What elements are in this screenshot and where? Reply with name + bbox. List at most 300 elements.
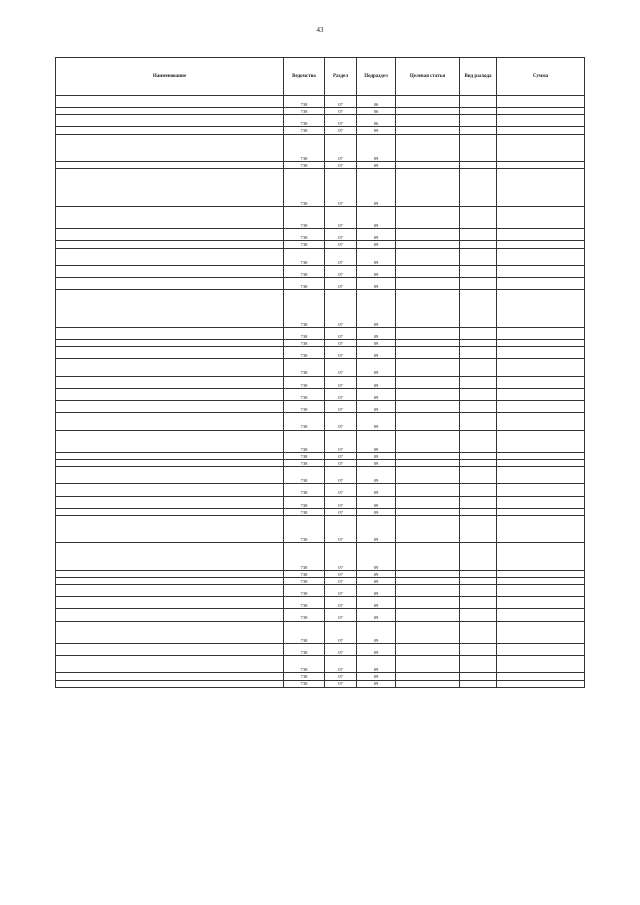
cell-dept: 738	[284, 359, 325, 376]
cell-dept: 738	[284, 621, 325, 643]
cell-subsection: 09	[357, 452, 396, 459]
cell-dept: 738	[284, 162, 325, 169]
cell-name	[56, 340, 284, 347]
cell-sum	[497, 327, 585, 339]
cell-name	[56, 108, 284, 115]
cell-dept: 738	[284, 577, 325, 584]
cell-dept: 738	[284, 401, 325, 413]
cell-sum	[497, 452, 585, 459]
cell-name	[56, 577, 284, 584]
cell-sum	[497, 388, 585, 400]
cell-section: 07	[325, 340, 357, 347]
cell-dept: 738	[284, 643, 325, 655]
cell-exp-type	[460, 673, 497, 680]
cell-exp-type	[460, 597, 497, 609]
cell-dept: 738	[284, 229, 325, 241]
cell-sum	[497, 585, 585, 597]
cell-section: 07	[325, 265, 357, 277]
cell-name	[56, 127, 284, 134]
table-row	[56, 108, 585, 115]
table-row	[56, 162, 585, 169]
cell-exp-type	[460, 241, 497, 248]
cell-dept: 738	[284, 265, 325, 277]
cell-subsection: 09	[357, 327, 396, 339]
cell-name	[56, 162, 284, 169]
table-row	[56, 585, 585, 597]
cell-section: 07	[325, 467, 357, 484]
cell-section: 07	[325, 585, 357, 597]
cell-dept: 738	[284, 656, 325, 673]
table-row	[56, 241, 585, 248]
cell-target	[396, 265, 460, 277]
cell-exp-type	[460, 452, 497, 459]
cell-sum	[497, 680, 585, 687]
cell-sum	[497, 340, 585, 347]
header-section: Раздел	[325, 58, 357, 96]
cell-dept: 738	[284, 673, 325, 680]
cell-dept: 738	[284, 115, 325, 127]
table-row	[56, 401, 585, 413]
cell-subsection: 09	[357, 241, 396, 248]
cell-target	[396, 543, 460, 571]
cell-subsection: 09	[357, 621, 396, 643]
header-exp-type: Вид расхода	[460, 58, 497, 96]
cell-sum	[497, 169, 585, 207]
table-row	[56, 543, 585, 571]
cell-target	[396, 452, 460, 459]
cell-subsection: 09	[357, 127, 396, 134]
cell-section: 07	[325, 459, 357, 466]
table-row	[56, 496, 585, 508]
cell-dept: 738	[284, 413, 325, 430]
cell-exp-type	[460, 376, 497, 388]
cell-name	[56, 585, 284, 597]
cell-section: 07	[325, 96, 357, 108]
cell-subsection: 09	[357, 134, 396, 162]
cell-section: 07	[325, 430, 357, 452]
cell-dept: 738	[284, 585, 325, 597]
cell-subsection: 09	[357, 169, 396, 207]
cell-exp-type	[460, 401, 497, 413]
cell-name	[56, 388, 284, 400]
cell-target	[396, 241, 460, 248]
cell-target	[396, 229, 460, 241]
cell-exp-type	[460, 388, 497, 400]
cell-dept: 738	[284, 376, 325, 388]
cell-sum	[497, 484, 585, 496]
cell-dept: 738	[284, 467, 325, 484]
cell-subsection: 09	[357, 597, 396, 609]
cell-target	[396, 115, 460, 127]
cell-section: 07	[325, 134, 357, 162]
cell-subsection: 09	[357, 656, 396, 673]
cell-name	[56, 401, 284, 413]
cell-exp-type	[460, 680, 497, 687]
cell-section: 07	[325, 162, 357, 169]
cell-dept: 738	[284, 169, 325, 207]
cell-exp-type	[460, 229, 497, 241]
cell-name	[56, 430, 284, 452]
cell-sum	[497, 248, 585, 265]
cell-dept: 738	[284, 127, 325, 134]
cell-target	[396, 680, 460, 687]
cell-dept: 738	[284, 609, 325, 621]
cell-name	[56, 169, 284, 207]
cell-subsection: 09	[357, 359, 396, 376]
cell-target	[396, 162, 460, 169]
cell-section: 07	[325, 597, 357, 609]
cell-exp-type	[460, 656, 497, 673]
cell-target	[396, 248, 460, 265]
cell-dept: 738	[284, 570, 325, 577]
cell-dept: 738	[284, 278, 325, 290]
cell-sum	[497, 508, 585, 515]
table-row	[56, 656, 585, 673]
cell-section: 07	[325, 496, 357, 508]
cell-section: 07	[325, 229, 357, 241]
cell-name	[56, 459, 284, 466]
cell-name	[56, 467, 284, 484]
cell-section: 07	[325, 643, 357, 655]
cell-dept: 738	[284, 206, 325, 228]
cell-subsection: 09	[357, 515, 396, 543]
table-row	[56, 570, 585, 577]
cell-section: 07	[325, 347, 357, 359]
cell-exp-type	[460, 115, 497, 127]
cell-name	[56, 359, 284, 376]
table-row	[56, 229, 585, 241]
cell-name	[56, 680, 284, 687]
cell-target	[396, 484, 460, 496]
cell-dept: 738	[284, 290, 325, 328]
table-row	[56, 206, 585, 228]
cell-exp-type	[460, 508, 497, 515]
cell-exp-type	[460, 609, 497, 621]
cell-dept: 738	[284, 347, 325, 359]
cell-name	[56, 278, 284, 290]
cell-name	[56, 206, 284, 228]
cell-section: 07	[325, 327, 357, 339]
table-row	[56, 680, 585, 687]
cell-dept: 738	[284, 108, 325, 115]
cell-subsection: 09	[357, 577, 396, 584]
cell-name	[56, 643, 284, 655]
cell-section: 07	[325, 108, 357, 115]
cell-sum	[497, 570, 585, 577]
cell-name	[56, 265, 284, 277]
table-row	[56, 376, 585, 388]
cell-section: 07	[325, 508, 357, 515]
cell-sum	[497, 162, 585, 169]
cell-target	[396, 359, 460, 376]
cell-exp-type	[460, 459, 497, 466]
cell-target	[396, 621, 460, 643]
cell-subsection: 09	[357, 388, 396, 400]
cell-name	[56, 656, 284, 673]
table-row	[56, 248, 585, 265]
header-subsection: Подраздел	[357, 58, 396, 96]
cell-exp-type	[460, 621, 497, 643]
cell-subsection: 09	[357, 459, 396, 466]
cell-name	[56, 96, 284, 108]
cell-dept: 738	[284, 515, 325, 543]
cell-section: 07	[325, 241, 357, 248]
cell-section: 07	[325, 515, 357, 543]
cell-sum	[497, 430, 585, 452]
cell-target	[396, 206, 460, 228]
header-name: Наименование	[56, 58, 284, 96]
cell-sum	[497, 229, 585, 241]
cell-target	[396, 108, 460, 115]
cell-subsection: 09	[357, 543, 396, 571]
cell-target	[396, 401, 460, 413]
cell-exp-type	[460, 484, 497, 496]
cell-sum	[497, 656, 585, 673]
cell-dept: 738	[284, 508, 325, 515]
cell-section: 07	[325, 673, 357, 680]
cell-target	[396, 290, 460, 328]
cell-target	[396, 515, 460, 543]
cell-section: 07	[325, 388, 357, 400]
table-row	[56, 452, 585, 459]
cell-subsection: 09	[357, 643, 396, 655]
cell-exp-type	[460, 515, 497, 543]
table-row	[56, 278, 585, 290]
cell-target	[396, 327, 460, 339]
cell-exp-type	[460, 413, 497, 430]
table-row	[56, 265, 585, 277]
cell-section: 07	[325, 248, 357, 265]
cell-sum	[497, 115, 585, 127]
table-row	[56, 413, 585, 430]
cell-section: 07	[325, 290, 357, 328]
table-row	[56, 467, 585, 484]
cell-section: 07	[325, 169, 357, 207]
cell-dept: 738	[284, 340, 325, 347]
cell-target	[396, 577, 460, 584]
cell-subsection: 09	[357, 496, 396, 508]
cell-exp-type	[460, 134, 497, 162]
cell-exp-type	[460, 430, 497, 452]
cell-subsection: 09	[357, 508, 396, 515]
cell-exp-type	[460, 467, 497, 484]
cell-section: 07	[325, 413, 357, 430]
cell-subsection: 09	[357, 680, 396, 687]
cell-exp-type	[460, 278, 497, 290]
table-row	[56, 673, 585, 680]
cell-exp-type	[460, 577, 497, 584]
cell-name	[56, 413, 284, 430]
cell-sum	[497, 347, 585, 359]
table-row	[56, 340, 585, 347]
cell-sum	[497, 459, 585, 466]
cell-sum	[497, 609, 585, 621]
cell-sum	[497, 96, 585, 108]
cell-exp-type	[460, 570, 497, 577]
table-row	[56, 609, 585, 621]
cell-section: 07	[325, 484, 357, 496]
table-row	[56, 597, 585, 609]
cell-sum	[497, 376, 585, 388]
table-row	[56, 169, 585, 207]
cell-section: 07	[325, 206, 357, 228]
cell-target	[396, 376, 460, 388]
cell-target	[396, 96, 460, 108]
cell-subsection: 09	[357, 290, 396, 328]
cell-sum	[497, 515, 585, 543]
cell-name	[56, 621, 284, 643]
cell-name	[56, 327, 284, 339]
cell-name	[56, 229, 284, 241]
cell-sum	[497, 621, 585, 643]
cell-subsection: 09	[357, 340, 396, 347]
table-row	[56, 484, 585, 496]
cell-exp-type	[460, 340, 497, 347]
cell-exp-type	[460, 543, 497, 571]
cell-name	[56, 673, 284, 680]
cell-dept: 738	[284, 597, 325, 609]
cell-sum	[497, 134, 585, 162]
table-row	[56, 359, 585, 376]
cell-sum	[497, 577, 585, 584]
cell-sum	[497, 127, 585, 134]
cell-sum	[497, 206, 585, 228]
cell-sum	[497, 359, 585, 376]
cell-target	[396, 459, 460, 466]
cell-dept: 738	[284, 496, 325, 508]
table-row	[56, 127, 585, 134]
cell-exp-type	[460, 96, 497, 108]
cell-section: 07	[325, 680, 357, 687]
cell-exp-type	[460, 643, 497, 655]
cell-name	[56, 543, 284, 571]
cell-exp-type	[460, 585, 497, 597]
table-row	[56, 96, 585, 108]
cell-subsection: 06	[357, 96, 396, 108]
table-row	[56, 347, 585, 359]
cell-section: 07	[325, 278, 357, 290]
cell-subsection: 09	[357, 430, 396, 452]
cell-dept: 738	[284, 241, 325, 248]
cell-section: 07	[325, 452, 357, 459]
cell-sum	[497, 496, 585, 508]
cell-sum	[497, 278, 585, 290]
cell-subsection: 09	[357, 484, 396, 496]
cell-section: 07	[325, 656, 357, 673]
table-row	[56, 643, 585, 655]
cell-sum	[497, 467, 585, 484]
cell-target	[396, 496, 460, 508]
cell-exp-type	[460, 169, 497, 207]
cell-sum	[497, 401, 585, 413]
cell-name	[56, 515, 284, 543]
cell-name	[56, 376, 284, 388]
cell-exp-type	[460, 265, 497, 277]
cell-name	[56, 570, 284, 577]
cell-name	[56, 290, 284, 328]
cell-dept: 738	[284, 452, 325, 459]
table-row	[56, 459, 585, 466]
header-dept: Ведомство	[284, 58, 325, 96]
cell-target	[396, 597, 460, 609]
cell-subsection: 09	[357, 229, 396, 241]
cell-exp-type	[460, 206, 497, 228]
cell-target	[396, 609, 460, 621]
cell-target	[396, 585, 460, 597]
header-target: Целевая статья	[396, 58, 460, 96]
cell-target	[396, 388, 460, 400]
cell-subsection: 09	[357, 585, 396, 597]
cell-target	[396, 673, 460, 680]
cell-name	[56, 452, 284, 459]
cell-target	[396, 347, 460, 359]
cell-dept: 738	[284, 248, 325, 265]
cell-subsection: 09	[357, 609, 396, 621]
cell-dept: 738	[284, 388, 325, 400]
cell-subsection: 09	[357, 413, 396, 430]
cell-subsection: 09	[357, 347, 396, 359]
cell-section: 07	[325, 543, 357, 571]
cell-subsection: 09	[357, 265, 396, 277]
cell-target	[396, 169, 460, 207]
cell-sum	[497, 265, 585, 277]
cell-exp-type	[460, 496, 497, 508]
cell-sum	[497, 643, 585, 655]
table-row	[56, 508, 585, 515]
cell-sum	[497, 543, 585, 571]
cell-dept: 738	[284, 96, 325, 108]
cell-dept: 738	[284, 459, 325, 466]
cell-name	[56, 484, 284, 496]
cell-exp-type	[460, 290, 497, 328]
cell-dept: 738	[284, 543, 325, 571]
cell-sum	[497, 290, 585, 328]
table-row	[56, 621, 585, 643]
cell-exp-type	[460, 347, 497, 359]
cell-target	[396, 134, 460, 162]
cell-subsection: 09	[357, 162, 396, 169]
cell-subsection: 09	[357, 570, 396, 577]
cell-sum	[497, 597, 585, 609]
cell-exp-type	[460, 327, 497, 339]
cell-exp-type	[460, 162, 497, 169]
cell-section: 07	[325, 127, 357, 134]
cell-name	[56, 347, 284, 359]
cell-target	[396, 467, 460, 484]
cell-subsection: 09	[357, 278, 396, 290]
cell-subsection: 09	[357, 376, 396, 388]
cell-target	[396, 570, 460, 577]
cell-target	[396, 656, 460, 673]
table-row	[56, 327, 585, 339]
cell-subsection: 06	[357, 115, 396, 127]
table-row	[56, 430, 585, 452]
cell-sum	[497, 241, 585, 248]
cell-dept: 738	[284, 134, 325, 162]
cell-name	[56, 609, 284, 621]
table-row	[56, 115, 585, 127]
cell-exp-type	[460, 127, 497, 134]
cell-subsection: 09	[357, 401, 396, 413]
cell-target	[396, 340, 460, 347]
cell-section: 07	[325, 609, 357, 621]
cell-target	[396, 127, 460, 134]
cell-target	[396, 430, 460, 452]
cell-target	[396, 643, 460, 655]
cell-name	[56, 597, 284, 609]
cell-dept: 738	[284, 680, 325, 687]
cell-dept: 738	[284, 430, 325, 452]
